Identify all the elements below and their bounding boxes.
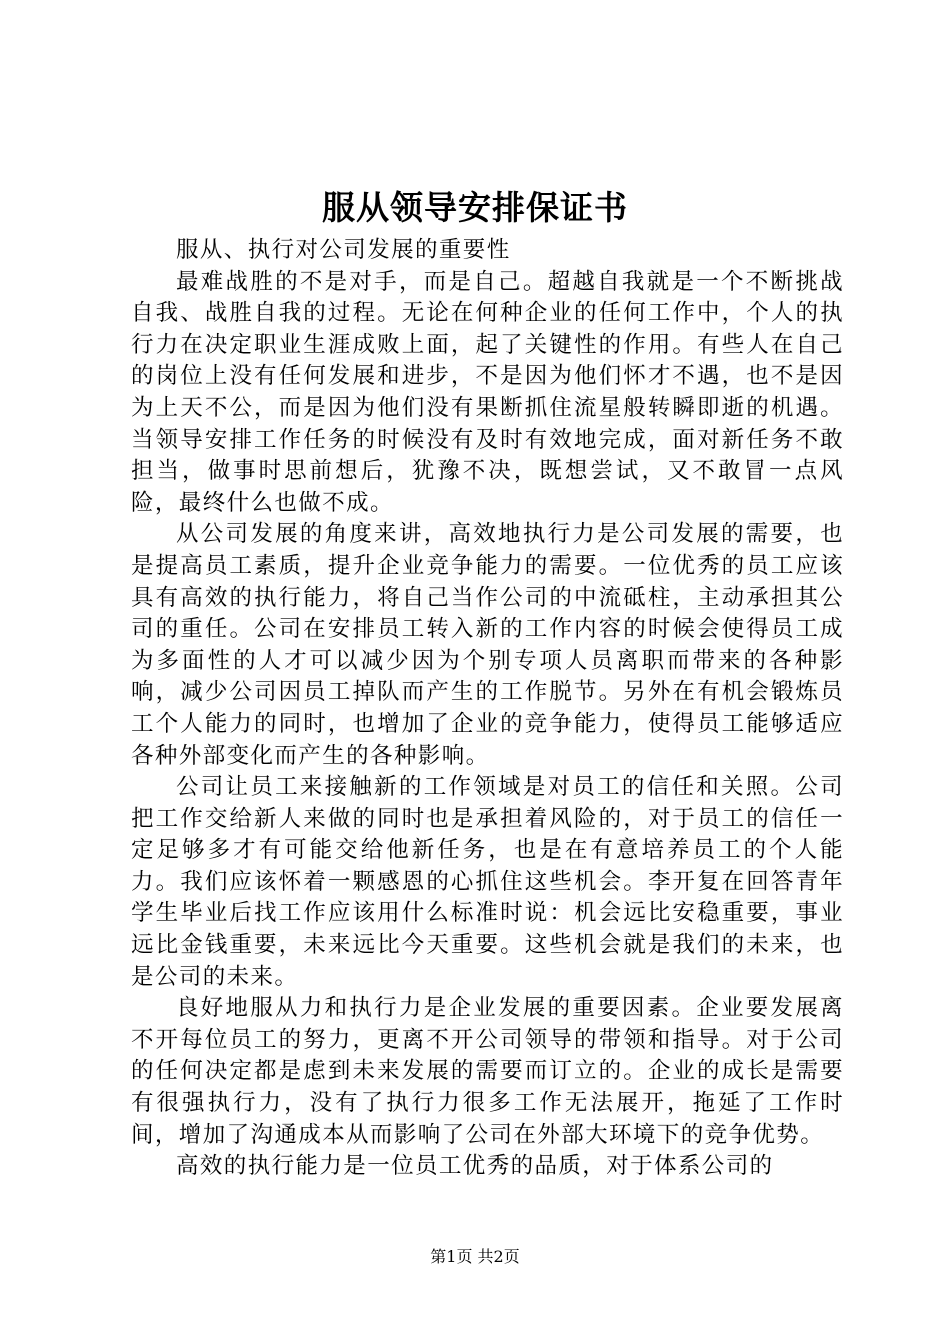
- paragraph: 高效的执行能力是一位员工优秀的品质，对于体系公司的: [176, 1153, 774, 1180]
- document-title: 服从领导安排保证书: [322, 188, 628, 227]
- document-body: [131, 235, 844, 1183]
- paragraph: 良好地服从力和执行力是企业发展的重要因素。企业要发展离不开每位员工的努力，更离不开公司领导的带领和指导。对于公司的任何决定都是虑到未来发展的需要而订立的。企业的成长是需要有很强执行力，没有了执行力很多工作无法展开，拖延了工作时间，增加了沟通成本从而影响了公司在外部大环境下的竞争优势。: [131, 995, 844, 1148]
- paragraph: 从公司发展的角度来讲，高效地执行力是公司发展的需要，也是提高员工素质，提升企业竞争能力的需要。一位优秀的员工应该具有高效的执行能力，将自己当作公司的中流砥柱，主动承担其公司的重任。公司在安排员工转入新的工作内容的时候会使得员工成为多面性的人才可以减少因为个别专项人员离职而带来的各种影响，减少公司因员工掉队而产生的工作脱节。另外在有机会锻炼员工个人能力的同时，也增加了企业的竞争能力，使得员工能够适应各种外部变化而产生的各种影响。: [131, 521, 844, 769]
- paragraph: 公司让员工来接触新的工作领域是对员工的信任和关照。公司把工作交给新人来做的同时也是承担着风险的，对于员工的信任一定足够多才有可能交给他新任务，也是在有意培养员工的个人能力。我们应该怀着一颗感恩的心抓住这些机会。李开复在回答青年学生毕业后找工作应该用什么标准时说：机会远比安稳重要，事业远比金钱重要，未来远比今天重要。这些机会就是我们的未来，也是公司的未来。: [131, 774, 844, 990]
- paragraph: 最难战胜的不是对手，而是自己。超越自我就是一个不断挑战自我、战胜自我的过程。无论在何种企业的任何工作中，个人的执行力在决定职业生涯成败上面，起了关键性的作用。有些人在自己的岗位上没有任何发展和进步，不是因为他们怀才不遇，也不是因为上天不公，而是因为他们没有果断抓住流星般转瞬即逝的机遇。当领导安排工作任务的时候没有及时有效地完成，面对新任务不敢担当，做事时思前想后，犹豫不决，既想尝试，又不敢冒一点风险，最终什么也做不成。: [131, 268, 844, 516]
- section-heading: 服从、执行对公司发展的重要性: [176, 237, 511, 263]
- page-number-footer: 第1页 共2页: [430, 1247, 520, 1266]
